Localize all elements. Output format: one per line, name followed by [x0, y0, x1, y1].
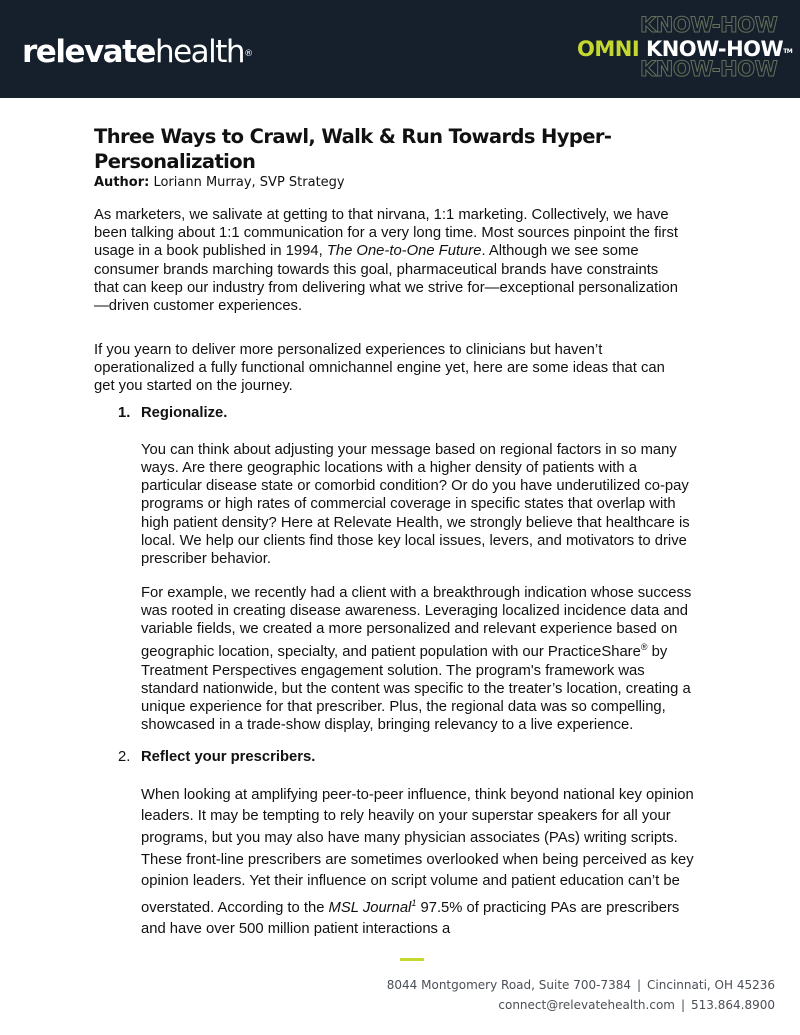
- footnote-marker: 1: [411, 897, 417, 908]
- author-name: Loriann Murray, SVP Strategy: [149, 175, 345, 190]
- logo-registered-mark: ®: [244, 49, 254, 59]
- reflect-text-end: 97.5% of practicing PAs are prescribers and have over 500 million patient interactions a: [141, 899, 680, 938]
- separator: |: [680, 998, 686, 1012]
- footer-address-line: [387, 975, 775, 995]
- author-line: [94, 174, 694, 192]
- example-text-end: by Treatment Perspectives engagement solution. The program's framework was standard nationwide, but the content was specific to the treater’s location, creating a unique experience for that prescriber. Plus, the regional data was so compelling, showcased in a trade-show display, bringing relevancy to a live experience.: [141, 644, 691, 734]
- email-link[interactable]: connect@relevatehealth.com: [498, 998, 675, 1012]
- separator: |: [637, 978, 642, 992]
- reflect-text-start: When looking at amplifying peer-to-peer influence, think beyond national key opinion leaders. It may be tempting to rely heavily on your superstar speakers for all your programs, but you may also have many physician associates (PAs) writing scripts. These front-line prescribers are sometimes overlooked when being perceived as key opinion leaders. Yet their influence on script volume and patient education can’t be overstated. According to the: [141, 786, 694, 916]
- street-address: 8044 Montgomery Road, Suite 700-7384: [386, 978, 631, 992]
- author-label: Author:: [94, 175, 150, 190]
- phone-number: 513.864.8900: [691, 998, 775, 1012]
- know-how-word: KNOW-HOW: [645, 37, 784, 61]
- journal-title: MSL Journal: [328, 899, 412, 916]
- logo-word-health: health: [154, 34, 245, 70]
- footer-accent-rule: [400, 958, 424, 961]
- regionalize-paragraph-1: You can think about adjusting your message based on regional factors in so many ways. Are there geographic locations with a higher density of patients with a particular disease state or comorbid condition? Or do you have underutilized co-pay programs or high rates of commercial coverage in specific states that overlap with high patient density? Here at Relevate Health, we strongly believe that healthcare is local. We help our clients find those key local issues, levers, and motivators to drive prescriber behavior.: [141, 441, 690, 568]
- omni-ghost-outline-top: KNOW-HOW: [640, 13, 778, 37]
- city-state: Cincinnati, OH 45236: [647, 978, 775, 992]
- article-title: Three Ways to Crawl, Walk & Run Towards Hyper-Personalization: [94, 125, 612, 173]
- omni-word: OMNI: [577, 37, 640, 61]
- intro-paragraph: [94, 206, 684, 315]
- logo-word-relevate: relevate: [22, 34, 155, 70]
- reflect-paragraph: [141, 785, 701, 941]
- footer-contact: [387, 975, 775, 1015]
- omni-know-how-logo: [577, 36, 792, 62]
- omni-ghost-outline-bottom: KNOW-HOW: [640, 57, 778, 81]
- regionalize-paragraph-2: [141, 584, 701, 735]
- relevate-health-logo: [22, 34, 253, 70]
- trademark-mark: TM: [783, 48, 793, 55]
- list-item-number: 1.: [118, 405, 131, 421]
- example-text-start: For example, we recently had a client with a breakthrough indication whose success was rooted in creating disease awareness. Leveraging localized incidence data and variable fields, we created a more personalized and relevant experience based on geographic location, specialty, and patient population with our PracticeShare: [141, 584, 692, 661]
- intro-text-end: . Although we see some consumer brands marching towards this goal, pharmaceutical brands have constraints that can keep our industry from delivering what we strive for—exceptional personalization—driven customer experiences.: [94, 243, 678, 315]
- footer-contact-line: [387, 995, 775, 1015]
- registered-mark: ®: [640, 642, 648, 653]
- list-item-heading: Regionalize.: [141, 405, 228, 421]
- book-title: The One-to-One Future: [326, 243, 482, 260]
- page-header: [0, 0, 800, 98]
- list-item-number: 2.: [118, 749, 131, 765]
- list-item-heading: Reflect your prescribers.: [141, 749, 316, 765]
- intro-text-start: As marketers, we salivate at getting to that nirvana, 1:1 marketing. Collectively, we have been talking about 1:1 communication for a very long time. Most sources pinpoint the first usage in a book published in 1994,: [94, 207, 678, 260]
- article-heading: [94, 124, 694, 192]
- lead-paragraph: If you yearn to deliver more personalized experiences to clinicians but haven’t operationalized a fully functional omnichannel engine yet, here are some ideas that can get you started on the journey.: [94, 342, 665, 395]
